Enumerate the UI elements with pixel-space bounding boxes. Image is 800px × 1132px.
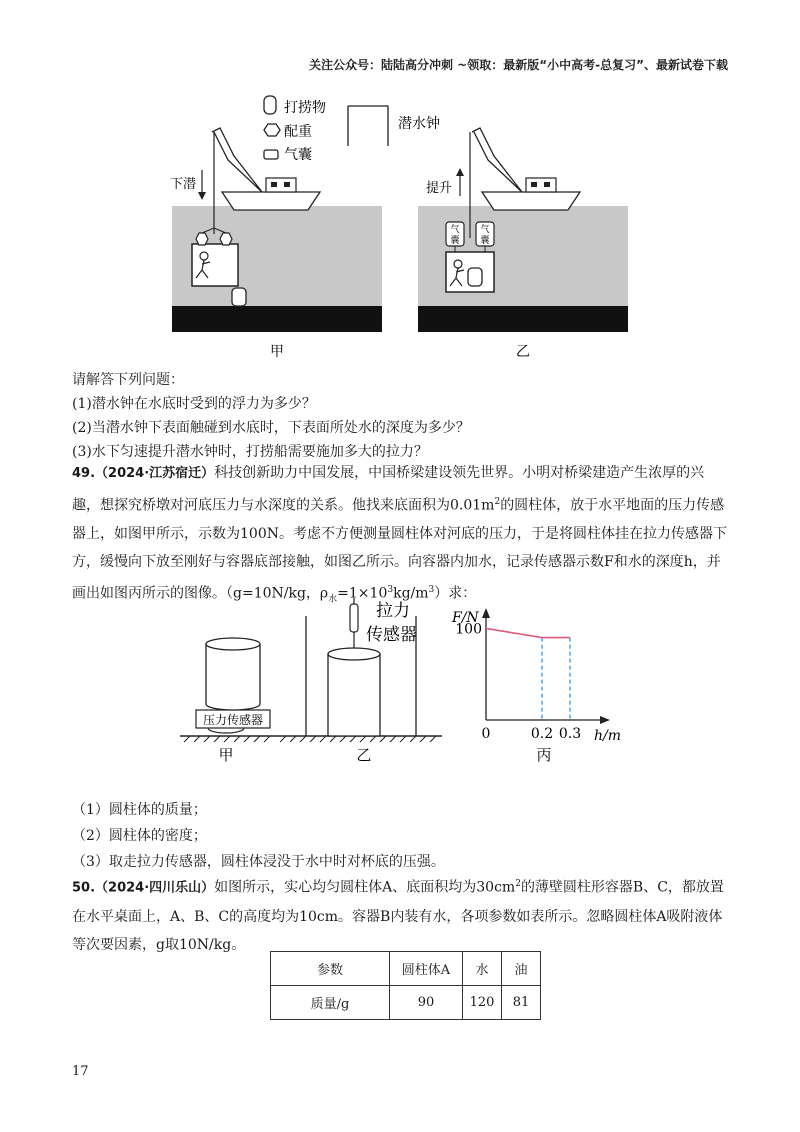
legend (264, 96, 440, 163)
legend-item1: 打捞物 (284, 100, 326, 116)
descend-label: 下潜 (170, 177, 197, 192)
counterweight-left-1 (196, 233, 208, 245)
y-axis-label: F/N (452, 610, 479, 626)
q49-rho-sub: 水 (328, 594, 338, 605)
table-header-cell: 水 (463, 952, 502, 986)
q50-text-b: 的薄壁圆柱形容器B、C，都放置在水平桌面上，A、B、C的高度均为10cm。容器B内装有水，各项参数如表所示。忽略圆柱体A吸附液体等次要因素，g取10N/kg。 (72, 879, 724, 953)
counterweight-left-2 (220, 233, 232, 245)
page-header: 关注公众号：陆陆高分冲刺 ~领取：最新版“小中高考-总复习”、最新试卷下载 (309, 58, 728, 72)
x-tick-label: 0 (481, 726, 491, 742)
seabed-left (172, 306, 382, 332)
q50-source: （2024·四川乐山） (95, 880, 215, 896)
airbag-icon (264, 150, 278, 159)
diving-bell-left (192, 244, 238, 286)
cylinder-jia (206, 644, 260, 710)
q49-text-c-sup: 3 (387, 584, 394, 595)
salvage-object-icon (264, 96, 276, 114)
q49-sub2: （2）圆柱体的密度； (72, 828, 207, 844)
pressure-sensor-label: 压力传感器 (202, 713, 264, 727)
diving-bell-icon (348, 106, 388, 146)
ship-hull-right (482, 192, 580, 210)
q49-text-d: kg/m (393, 585, 429, 602)
crane-left (212, 128, 262, 192)
q49-figure (176, 596, 636, 776)
ship-cabin-right (526, 178, 556, 192)
salvage-object-right (468, 268, 482, 286)
panel-jia (180, 638, 272, 764)
table-header-cell: 圆柱体A (390, 952, 463, 986)
q49-body (72, 459, 732, 613)
table-header-cell: 参数 (271, 952, 390, 986)
airbag-2-text-2: 囊 (480, 236, 490, 246)
counterweight-icon (264, 124, 280, 136)
tension-sensor-label-1: 拉力 (376, 601, 410, 621)
caption-bing: 丙 (536, 746, 552, 764)
caption-yi: 乙 (356, 746, 372, 764)
x-tick-label: 0.2 (530, 726, 554, 742)
q49-number: 49. (72, 466, 96, 481)
q49-text-c: =1×10 (337, 585, 388, 602)
q49-source: （2024·江苏宿迁） (95, 466, 215, 481)
q49-sub1: （1）圆柱体的质量； (72, 802, 207, 818)
q48-sub1: (1)潜水钟在水底时受到的浮力为多少？ (72, 396, 316, 412)
legend-item3: 气囊 (284, 147, 312, 163)
panel-yi (272, 598, 442, 764)
q49-text-a: 科技创新助力中国发展，中国桥梁建设领先世界。小明对桥梁建造产生浓厚的兴趣，想探究桥墩对河底压力与水深度的关系。他找来底面积为0.01m (72, 465, 705, 514)
cylinder-yi (328, 654, 380, 736)
q50-number: 50. (72, 880, 96, 896)
x-tick-label: 0.3 (558, 726, 582, 742)
caption-jia: 甲 (218, 746, 234, 764)
ship-hull-left (222, 192, 320, 210)
airbag-1-text-2: 囊 (450, 236, 460, 246)
q48-sub2: (2)当潜水钟下表面触碰到水底时，下表面所处水的深度为多少？ (72, 420, 470, 436)
q49-text-b: 的圆柱体，放于水平地面的压力传感器上，如图甲所示，示数为100N。考虑不方便测量圆柱体对河底的压力，于是将圆柱体挂在拉力传感器下方，缓慢向下放至刚好与容器底部接触，如图乙所示。向容器内加水，记录传感器示数F和水的深度h，并画出如图丙所示的图像。（g=10N/kg，ρ (72, 497, 727, 602)
ship-cabin-left (266, 178, 296, 192)
salvage-object-left (232, 288, 246, 306)
seabed-right (418, 306, 628, 332)
panel-left (170, 128, 382, 360)
q50-text-a: 如图所示，实心均匀圆柱体A、底面积均为30cm (214, 879, 516, 896)
table-header-row (271, 952, 541, 986)
y-tick-label: 100 (455, 621, 482, 638)
crane-right (472, 128, 522, 192)
table-cell: 90 (390, 986, 463, 1020)
table-cell: 质量/g (271, 986, 390, 1020)
panel-right (418, 128, 628, 360)
table-cell: 81 (502, 986, 541, 1020)
caption-right: 乙 (516, 344, 530, 360)
q49-sub3: （3）取走拉力传感器，圆柱体浸没于水中时对杯底的压强。 (72, 854, 445, 870)
table-row (271, 986, 541, 1020)
lift-label: 提升 (426, 181, 453, 196)
chart-bing (451, 608, 621, 764)
q48-sub3: (3)水下匀速提升潜水钟时，打捞船需要施加多大的拉力？ (72, 444, 428, 460)
parameter-table (270, 951, 541, 1020)
legend-item2: 配重 (284, 124, 312, 140)
q49-text-d-sup: 3 (428, 584, 435, 595)
table-cell: 120 (463, 986, 502, 1020)
x-axis-label: h/m (594, 728, 622, 744)
caption-left: 甲 (270, 344, 284, 360)
airbag-1-text-1: 气 (450, 225, 460, 235)
tension-sensor-label-2: 传感器 (366, 625, 417, 645)
series-line-segment (486, 628, 542, 637)
q49-text-a-sup: 2 (494, 497, 501, 507)
diving-bell-figure (160, 92, 650, 362)
table-header-cell: 油 (502, 952, 541, 986)
q49-text-e: ）求： (434, 585, 477, 602)
tension-sensor (350, 604, 358, 632)
q50-body (72, 870, 732, 959)
page-number: 17 (72, 1064, 89, 1079)
airbag-2-text-1: 气 (480, 225, 490, 235)
q48-prompt: 请解答下列问题： (72, 372, 184, 388)
legend-item4: 潜水钟 (398, 116, 440, 132)
q50-text-a-sup: 2 (515, 879, 521, 889)
